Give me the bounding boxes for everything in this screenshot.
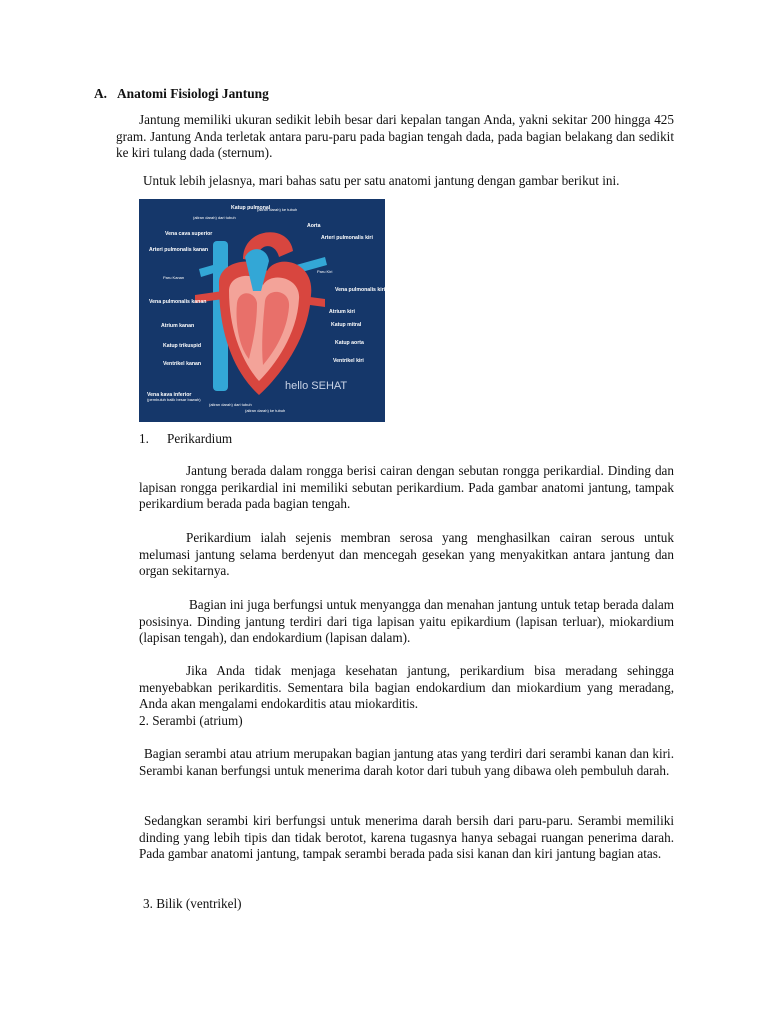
label-katup-trikuspid: Katup trikuspid (163, 343, 202, 349)
label-vena-pulmonalis-kanan: Vena pulmonalis kanan (149, 299, 207, 305)
label-atrium-kiri: Atrium kiri (329, 309, 355, 315)
item-1-paragraph-3: Bagian ini juga berfungsi untuk menyangga dan menahan jantung untuk tetap berada dalam posisinya. Dinding jantung terdiri dari tiga lapisan yaitu epikardium (lapisan terluar), miokardium (lapisan tengah), dan endokardium (lapisan dalam). (139, 597, 674, 646)
intro-paragraph-1: Jantung memiliki ukuran sedikit lebih besar dari kepalan tangan Anda, yakni sekitar 200 hingga 425 gram. Jantung Anda terletak antara paru-paru pada bagian tengah dada, pada bagian belakang dan sedikit ke kiri tulang dada (sternum). (116, 112, 674, 161)
label-atrium-kanan: Atrium kanan (161, 323, 195, 329)
label-aliran-ke-tubuh-top: (aliran darah) ke tubuh (257, 207, 298, 212)
label-vena-kava-inferior: Vena kava inferior (147, 392, 192, 398)
label-arteri-pulmonalis-kiri: Arteri pulmonalis kiri (321, 235, 373, 241)
label-paru-kanan: Paru Kanan (163, 275, 185, 280)
heart-anatomy-figure (139, 199, 385, 422)
item-1-paragraph-2: Perikardium ialah sejenis membran serosa yang menghasilkan cairan serous untuk melumasi jantung selama berdenyut dan mencegah gesekan yang menyakitkan antara jantung dan organ sekitarnya. (139, 530, 674, 579)
label-ventrikel-kiri: Ventrikel kiri (333, 358, 364, 364)
label-aliran-dari-tubuh-bottom: (aliran darah) dari tubuh (209, 402, 252, 407)
heart-diagram (139, 199, 385, 422)
item-1-number: 1. (139, 431, 149, 446)
item-2-paragraph-1: Bagian serambi atau atrium merupakan bagian jantung atas yang terdiri dari serambi kanan dan kiri. Serambi kanan berfungsi untuk menerima darah kotor dari tubuh yang dibawa oleh pembuluh darah. (139, 746, 674, 778)
item-2-heading: 2. Serambi (atrium) (139, 713, 243, 728)
label-vena-cava-superior: Vena cava superior (165, 231, 213, 237)
section-heading (94, 86, 269, 103)
item-2-paragraph-2: Sedangkan serambi kiri berfungsi untuk menerima darah bersih dari paru-paru. Serambi memiliki dinding yang lebih tipis dan tidak berotot, karena tugasnya hanya sebagai ruangan penerima darah. Pada gambar anatomi jantung, tampak serambi berada pada sisi kanan dan kiri jantung bagian atas. (139, 813, 674, 862)
label-katup-pulmonal: Katup pulmonal (231, 205, 271, 211)
section-title: Anatomi Fisiologi Jantung (117, 86, 269, 101)
label-katup-aorta: Katup aorta (335, 340, 364, 346)
section-number: A. (94, 86, 108, 101)
item-1-title: Perikardium (167, 431, 233, 446)
label-aorta: Aorta (307, 223, 321, 229)
watermark-logo: hello SEHAT (285, 380, 348, 392)
label-arteri-pulmonalis-kanan: Arteri pulmonalis kanan (149, 247, 209, 253)
label-paru-kiri: Paru Kiri (317, 269, 333, 274)
label-vena-pulmonalis-kiri: Vena pulmonalis kiri (335, 287, 385, 293)
label-katup-mitral: Katup mitral (331, 322, 362, 328)
item-1-paragraph-1: Jantung berada dalam rongga berisi cairan dengan sebutan rongga perikardial. Dinding dan lapisan rongga perikardial ini memiliki sebutan perikardium. Pada gambar anatomi jantung, tampak perikardium berada pada bagian tengah. (139, 463, 674, 512)
item-1-paragraph-4: Jika Anda tidak menjaga kesehatan jantung, perikardium bisa meradang sehingga menyebabkan perikarditis. Sementara bila bagian endokardium dan miokardium yang meradang, Anda akan mengalami endokarditis atau miokarditis. (139, 663, 674, 712)
label-ventrikel-kanan: Ventrikel kanan (163, 361, 202, 367)
label-vena-kava-inferior-note: (pembuluh balik besar bawah) (147, 397, 201, 402)
label-aliran-ke-tubuh-bottom: (aliran darah) ke tubuh (245, 408, 286, 413)
label-aliran-dari-tubuh-top: (aliran darah) dari tubuh (193, 215, 236, 220)
item-3-heading: 3. Bilik (ventrikel) (143, 896, 242, 911)
intro-paragraph-2: Untuk lebih jelasnya, mari bahas satu per satu anatomi jantung dengan gambar berikut ini. (143, 173, 620, 188)
item-1-heading (139, 431, 232, 448)
